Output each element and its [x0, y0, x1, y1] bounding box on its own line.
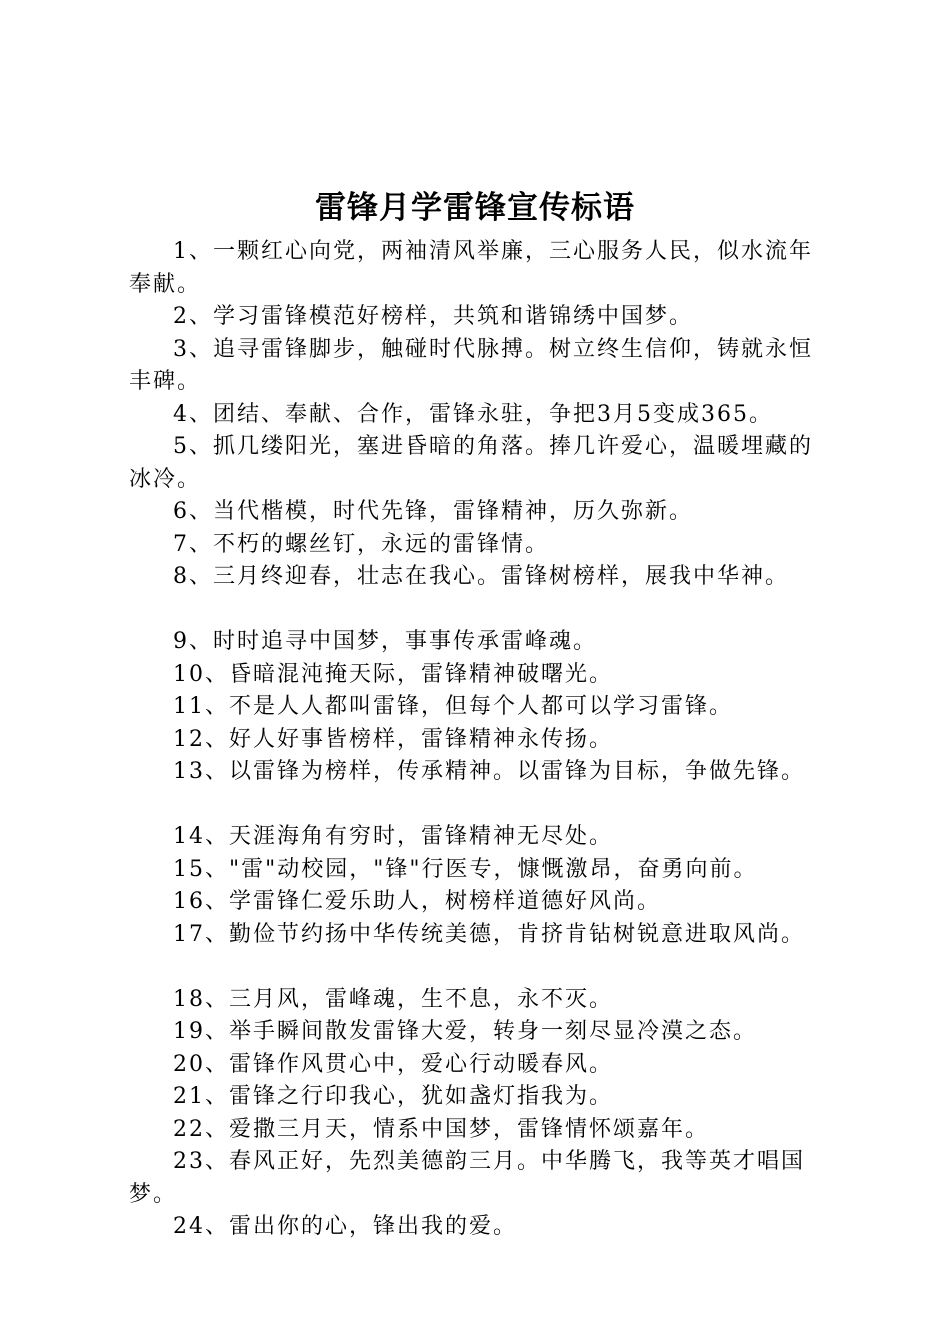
- paragraph-gap: [129, 789, 835, 822]
- slogan-item-13: 13、以雷锋为榜样，传承精神。以雷锋为目标，争做先锋。: [173, 759, 805, 784]
- slogan-item-23: 23、春风正好，先烈美德韵三月。中华腾飞，我等英才唱国梦。: [129, 1149, 805, 1207]
- slogan-item-7: 7、不朽的螺丝钉，永远的雷锋情。: [173, 531, 549, 557]
- paragraph-gap: [129, 594, 835, 627]
- slogan-item-4: 4、团结、奉献、合作，雷锋永驻，争把3月5变成365。: [173, 401, 773, 427]
- slogan-item-11: 11、不是人人都叫雷锋，但每个人都可以学习雷锋。: [173, 694, 733, 719]
- slogan-item-17: 17、勤俭节约扬中华传统美德，肯挤肯钻树锐意进取风尚。: [173, 921, 805, 947]
- slogan-item-8: 8、三月终迎春，壮志在我心。雷锋树榜样，展我中华神。: [173, 564, 789, 589]
- slogan-item-16: 16、学雷锋仁爱乐助人，树榜样道德好风尚。: [173, 889, 661, 914]
- slogan-item-22: 22、爱撒三月天，情系中国梦，雷锋情怀颂嘉年。: [173, 1116, 709, 1142]
- slogan-item-3: 3、追寻雷锋脚步，触碰时代脉搏。树立终生信仰，铸就永恒丰碑。: [129, 336, 813, 394]
- slogan-item-20: 20、雷锋作风贯心中，爱心行动暖春风。: [173, 1051, 613, 1077]
- slogan-item-21: 21、雷锋之行印我心，犹如盏灯指我为。: [173, 1084, 613, 1109]
- slogan-item-2: 2、学习雷锋模范好榜样，共筑和谐锦绣中国梦。: [173, 304, 693, 329]
- slogan-item-14: 14、天涯海角有穷时，雷锋精神无尽处。: [173, 824, 613, 849]
- document-title: 雷锋月学雷锋宣传标语: [315, 190, 635, 226]
- slogan-item-6: 6、当代楷模，时代先锋，雷锋精神，历久弥新。: [173, 499, 693, 524]
- slogan-list: [129, 236, 835, 1244]
- paragraph-gap: [129, 951, 835, 984]
- slogan-item-10: 10、昏暗混沌掩天际，雷锋精神破曙光。: [173, 661, 613, 687]
- slogan-item-5: 5、抓几缕阳光，塞进昏暗的角落。捧几许爱心，温暖埋藏的冰冷。: [129, 434, 813, 492]
- slogan-item-18: 18、三月风，雷峰魂，生不息，永不灭。: [173, 986, 613, 1012]
- slogan-item-1: 1、一颗红心向党，两袖清风举廉，三心服务人民，似水流年奉献。: [129, 239, 813, 297]
- slogan-item-12: 12、好人好事皆榜样，雷锋精神永传扬。: [173, 726, 613, 752]
- slogan-item-24: 24、雷出你的心，锋出我的爱。: [173, 1214, 517, 1239]
- slogan-item-15: 15、"雷"动校园，"锋"行医专，慷慨激昂，奋勇向前。: [173, 856, 758, 882]
- slogan-item-19: 19、举手瞬间散发雷锋大爱，转身一刻尽显冷漠之态。: [173, 1019, 757, 1044]
- slogan-item-9: 9、时时追寻中国梦，事事传承雷峰魂。: [173, 629, 597, 654]
